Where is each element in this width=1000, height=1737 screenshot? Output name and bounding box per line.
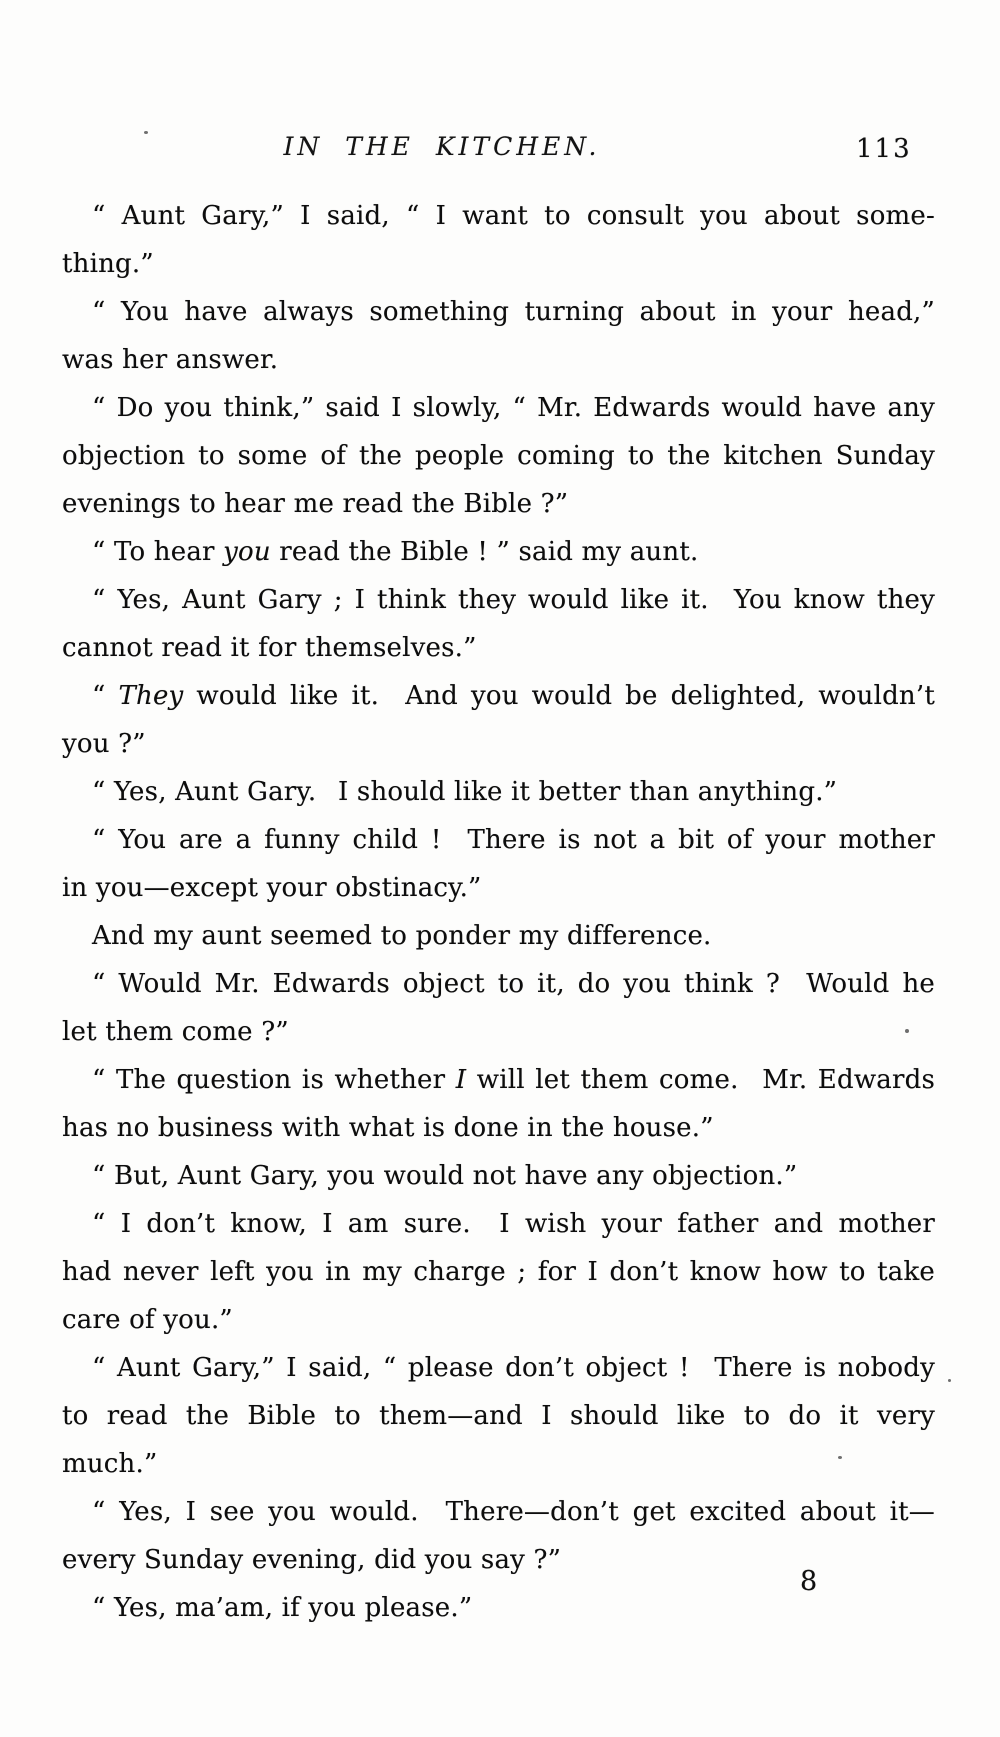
text-segment: read the Bible ! ” said my aunt. (270, 537, 699, 567)
text-line (62, 528, 935, 576)
text-segment: “ But, Aunt Gary, you would not have any objection.” (92, 1161, 798, 1191)
text-segment: you ?” (62, 729, 146, 759)
text-line (62, 288, 935, 336)
text-segment: “ Yes, Aunt Gary ; I think they would like it. You know they (92, 585, 935, 615)
text-line (62, 864, 935, 912)
text-segment: to read the Bible to them—and I should like to do it very (62, 1401, 935, 1431)
paragraph (62, 192, 935, 288)
text-segment: will let them come. Mr. Edwards (466, 1065, 935, 1095)
text-segment: in you—except your obstinacy.” (62, 873, 482, 903)
text-segment: “ Aunt Gary,” I said, “ please don’t object ! There is nobody (92, 1353, 935, 1383)
text-line (62, 336, 935, 384)
text-line (62, 768, 935, 816)
text-segment: cannot read it for themselves.” (62, 633, 477, 663)
text-line (62, 384, 935, 432)
text-segment: thing.” (62, 249, 154, 279)
text-line (62, 1344, 935, 1392)
scan-speck (905, 1029, 909, 1033)
text-line (62, 240, 935, 288)
text-segment: “ You have always something turning about in your head,” (92, 297, 935, 327)
text-line (62, 960, 935, 1008)
text-segment: “ I don’t know, I am sure. I wish your father and mother (92, 1209, 935, 1239)
text-line (62, 576, 935, 624)
italic-text: you (223, 537, 271, 567)
text-segment: “ (92, 681, 119, 711)
text-line (62, 1440, 935, 1488)
paragraph (62, 528, 935, 576)
text-line (62, 1056, 935, 1104)
text-line (62, 672, 935, 720)
scan-speck (948, 1379, 951, 1382)
text-line (62, 720, 935, 768)
text-segment: care of you.” (62, 1305, 233, 1335)
text-segment: let them come ?” (62, 1017, 289, 1047)
text-segment: much.” (62, 1449, 158, 1479)
text-line (62, 480, 935, 528)
scan-speck (838, 1456, 842, 1459)
paragraph (62, 1344, 935, 1488)
text-segment: every Sunday evening, did you say ?” (62, 1545, 562, 1575)
paragraph (62, 1056, 935, 1152)
text-line (62, 624, 935, 672)
italic-text: They (118, 681, 184, 711)
signature-mark: 8 (800, 1566, 818, 1597)
text-line (62, 912, 935, 960)
text-line (62, 1296, 935, 1344)
text-line (62, 1104, 935, 1152)
text-segment: had never left you in my charge ; for I don’t know how to take (62, 1257, 935, 1287)
text-line (62, 1200, 935, 1248)
text-segment: has no business with what is done in the house.” (62, 1113, 714, 1143)
page-number: 113 (856, 134, 912, 164)
text-segment: “ The question is whether (92, 1065, 456, 1095)
paragraph (62, 672, 935, 768)
paragraph (62, 960, 935, 1056)
text-segment: evenings to hear me read the Bible ?” (62, 489, 569, 519)
text-segment: “ Yes, I see you would. There—don’t get excited about it— (92, 1497, 935, 1527)
text-segment: was her answer. (62, 345, 279, 375)
text-segment: “ Yes, Aunt Gary. I should like it better than anything.” (92, 777, 838, 807)
paragraph (62, 816, 935, 912)
text-line (62, 1392, 935, 1440)
paragraph (62, 912, 935, 960)
text-segment: “ Yes, ma’am, if you please.” (92, 1593, 473, 1623)
text-segment: “ Do you think,” said I slowly, “ Mr. Edwards would have any (92, 393, 935, 423)
paragraph (62, 576, 935, 672)
page-title: IN THE KITCHEN. (283, 132, 601, 161)
paragraph (62, 288, 935, 384)
running-header (62, 132, 822, 161)
text-line (62, 192, 935, 240)
text-line (62, 1248, 935, 1296)
scan-speck (144, 131, 148, 134)
italic-text: I (455, 1065, 467, 1095)
text-segment: “ Aunt Gary,” I said, “ I want to consult you about some- (92, 201, 935, 231)
text-segment: And my aunt seemed to ponder my difference. (92, 921, 712, 951)
text-line (62, 816, 935, 864)
text-segment: would like it. And you would be delighted, wouldn’t (183, 681, 935, 711)
text-segment: “ Would Mr. Edwards object to it, do you think ? Would he (92, 969, 935, 999)
text-segment: “ You are a funny child ! There is not a bit of your mother (92, 825, 935, 855)
text-segment: objection to some of the people coming to the kitchen Sunday (62, 441, 935, 471)
text-line (62, 1488, 935, 1536)
paragraph (62, 1200, 935, 1344)
paragraph (62, 768, 935, 816)
paragraph (62, 1152, 935, 1200)
text-segment: “ To hear (92, 537, 224, 567)
page-body (62, 192, 935, 1632)
text-line (62, 432, 935, 480)
text-line (62, 1152, 935, 1200)
paragraph (62, 384, 935, 528)
text-line (62, 1008, 935, 1056)
